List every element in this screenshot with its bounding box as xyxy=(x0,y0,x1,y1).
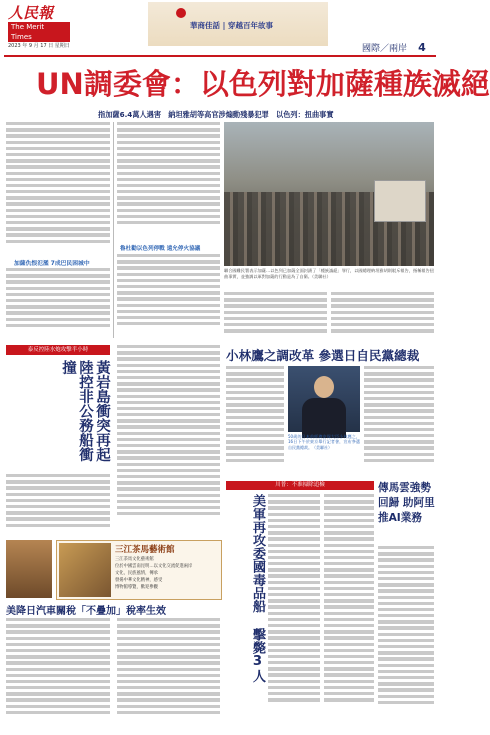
japan-article-col1 xyxy=(226,366,284,476)
ad-title: 三江茶馬藝術館 xyxy=(115,545,175,555)
lead-article-col4 xyxy=(331,292,434,338)
ad-line-5: 博物館導覽，歡迎參觀 xyxy=(115,585,158,590)
japan-photo-caption: 50歲的日本前經濟安保大臣小林鷹之，16日下午於東京舉行記者會，宣布參選自民黨總裁。（美聯社） xyxy=(288,434,360,450)
logo xyxy=(8,4,70,41)
page-number: 4 xyxy=(418,41,426,54)
bottom-left-col1 xyxy=(6,618,110,728)
bottom-left-col2 xyxy=(117,618,220,728)
masthead xyxy=(0,0,440,60)
paper-name: 人民報 xyxy=(8,4,54,22)
lead-article-col1 xyxy=(6,122,110,256)
col-banner: 泰反控陸水炮攻擊半小時 xyxy=(6,345,110,355)
bottom-left-headline: 美降日汽車關稅「不疊加」稅率生效 xyxy=(6,606,166,617)
paper-name-en: The Merit Times xyxy=(8,22,70,42)
us-shooting-col1 xyxy=(268,494,320,728)
banner-logo-icon xyxy=(176,8,186,18)
japan-headline: 小林鷹之調改革 參選日自民黨總裁 xyxy=(226,348,420,363)
us-shooting-col2 xyxy=(324,494,374,728)
japan-photo xyxy=(288,366,360,432)
person-head xyxy=(314,376,334,398)
lead-photo-caption: 聯合國難民署表示加薩…以色列已加薩全面封鎖了「種族滅絕」罪行，以國總理納坦雅胡則駁斥報告，指稱報告扭曲事實，並強調以軍對加薩的行動是為了自衛。（美聯社） xyxy=(224,268,434,279)
mayun-article xyxy=(378,546,434,728)
person-body xyxy=(302,398,346,438)
sidebar-subhead-left: 加薩仇恨氾濫 7成巴民困城中 xyxy=(14,261,90,267)
masthead-rule xyxy=(4,55,436,57)
lead-article-col2b xyxy=(117,254,220,338)
center-banner xyxy=(148,2,328,46)
lead-photo xyxy=(224,122,434,266)
truck-shape xyxy=(374,180,426,222)
ad-line-3: 文化，民族風情，傳承 xyxy=(115,571,158,576)
ad-side-photo xyxy=(6,540,52,598)
banner-text: 華商佳話 | 穿越百年故事 xyxy=(190,21,273,30)
lead-subhead: 指加薩6.4萬人遇害 納坦雅胡等高官涉煽動殘暴犯罪 以色列：扭曲事實 xyxy=(98,110,334,119)
huangyan-article xyxy=(6,474,110,534)
huangyan-article-col2 xyxy=(117,345,220,535)
section-name: 國際／兩岸 xyxy=(362,44,408,54)
lead-article-col2 xyxy=(117,122,220,242)
ad-box xyxy=(56,540,222,600)
huangyan-headline: 黃岩島衝突再起 陸控非公務船衝撞 xyxy=(60,360,110,462)
ad-line-4: 發揚中華文化精神，感受 xyxy=(115,578,163,583)
section-label xyxy=(362,36,426,55)
lead-article-col1b xyxy=(6,268,110,338)
us-shooting-headline: 美軍再攻委國毒品船 擊斃3人 xyxy=(250,494,265,683)
column-divider xyxy=(113,122,114,338)
lead-headline: UN調委會：以色列對加薩種族滅絕 xyxy=(36,67,490,101)
date-line: 2023 年 9 月 17 日 星期日 xyxy=(8,43,70,49)
ad-photo xyxy=(59,543,111,597)
us-kicker: 川普：不准掃除追檢 xyxy=(226,481,374,490)
ad-line-1: 三江茶馬文化藝術館 xyxy=(115,557,154,562)
japan-article-col3 xyxy=(364,366,434,476)
lead-article-col3 xyxy=(224,292,327,338)
mayun-headline: 傳馬雲強勢回歸 助阿里推AI業務 xyxy=(378,482,435,524)
ad-line-2: 位於中國雲南昆明…以文化交流促進兩岸 xyxy=(115,564,193,569)
sidebar-subhead-center: 魯杜勸以色列停戰 遠允停火協議 xyxy=(120,246,201,252)
